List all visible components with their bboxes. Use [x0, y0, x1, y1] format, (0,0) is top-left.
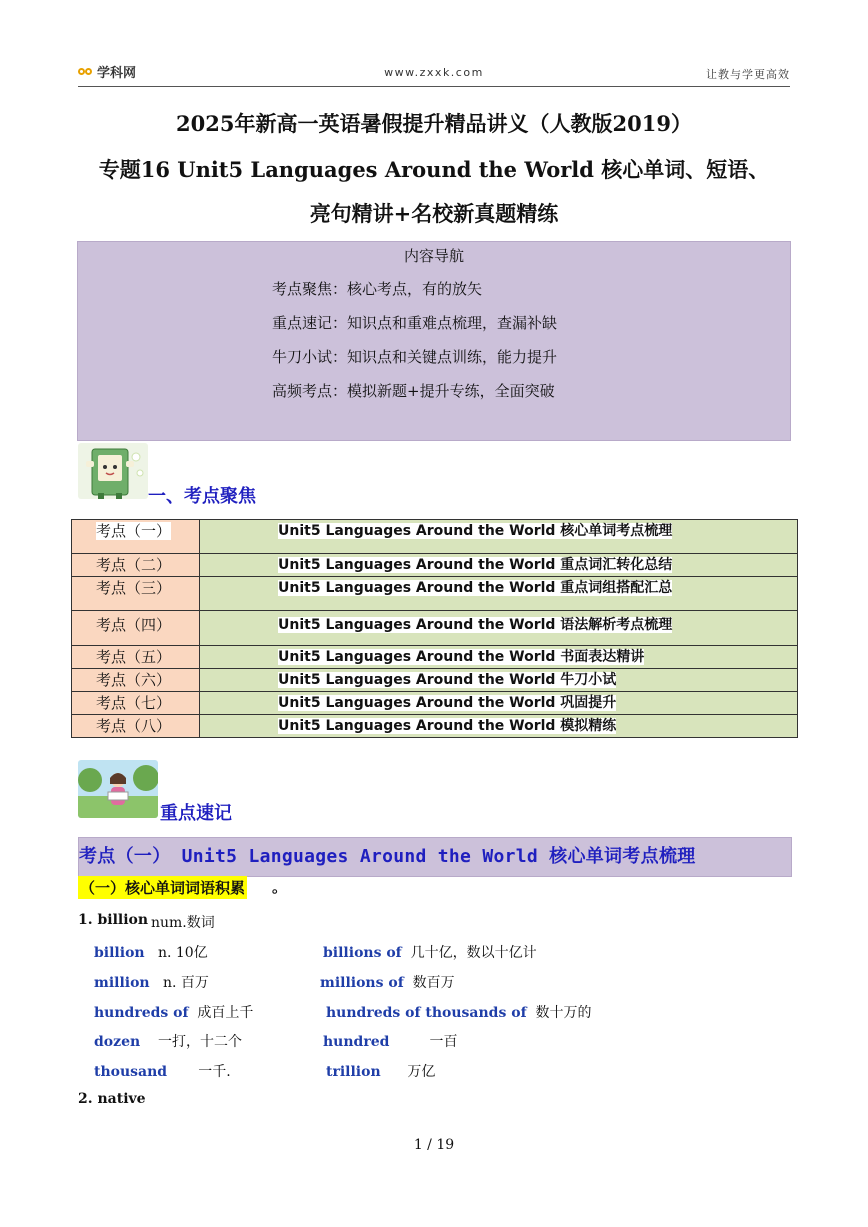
table-row	[72, 554, 798, 577]
row-label: 考点（三）	[72, 577, 200, 611]
table-row	[72, 669, 798, 692]
nav-item: 重点速记：知识点和重难点梳理，查漏补缺	[272, 314, 558, 332]
row-label: 考点（五）	[72, 646, 200, 669]
table-row	[72, 646, 798, 669]
row-label: 考点（六）	[72, 669, 200, 692]
vocab-left: million n. 百万	[94, 975, 209, 991]
title-line-1: 2025年新高一英语暑假提升精品讲义（人教版2019）	[176, 111, 692, 136]
key-point-bar-text: 考点（一） Unit5 Languages Around the World 核心单词考点梳理	[79, 846, 696, 867]
row-label: 考点（七）	[72, 692, 200, 715]
row-content: Unit5 Languages Around the World 书面表达精讲	[200, 646, 798, 669]
table-row	[72, 715, 798, 738]
slogan: 让教与学更高效	[706, 68, 790, 81]
vocab-item-number: 1. billion	[78, 912, 149, 928]
title-line-3: 亮句精讲+名校新真题精练	[309, 201, 559, 226]
table-row	[72, 692, 798, 715]
vocab-left: thousand 一千.	[94, 1064, 231, 1080]
row-content: Unit5 Languages Around the World 重点词组搭配汇总	[200, 577, 798, 611]
row-content: Unit5 Languages Around the World 牛刀小试	[200, 669, 798, 692]
row-label: 考点（八）	[72, 715, 200, 738]
row-content: Unit5 Languages Around the World 模拟精练	[200, 715, 798, 738]
vocab-left: hundreds of 成百上千	[94, 1005, 254, 1021]
highlight-heading: （一）核心单词词语积累	[78, 876, 247, 899]
logo-text: 学科网	[97, 66, 137, 81]
page-number: 1 / 19	[413, 1137, 455, 1153]
vocab-right: billions of 几十亿，数以十亿计	[323, 945, 537, 961]
section-heading-focus: 一、考点聚焦	[148, 486, 256, 507]
site-url: www.zxxk.com	[384, 66, 484, 79]
vocab-right: hundreds of thousands of 数十万的	[326, 1005, 592, 1021]
title-line-2: 专题16 Unit5 Languages Around the World 核心单词、短语、	[98, 157, 770, 182]
row-label: 考点（一）	[72, 520, 200, 554]
nav-item: 牛刀小试：知识点和关键点训练，能力提升	[272, 348, 558, 366]
vocab-item-pos: num.数词	[151, 915, 215, 931]
vocab-left: billion n. 10亿	[94, 945, 208, 961]
table-row	[72, 520, 798, 554]
table-row	[72, 577, 798, 611]
section-heading-notes: 重点速记	[160, 803, 232, 824]
content-navigation-box	[77, 241, 791, 441]
key-point-bar	[78, 837, 792, 877]
key-points-table	[71, 519, 798, 738]
nav-title: 内容导航	[403, 247, 464, 265]
nav-item: 高频考点：模拟新题+提升专练，全面突破	[272, 382, 555, 400]
row-content: Unit5 Languages Around the World 巩固提升	[200, 692, 798, 715]
page-header	[78, 60, 790, 87]
nav-item: 考点聚焦：核心考点，有的放矢	[272, 280, 483, 298]
reading-girl-image	[78, 760, 158, 818]
row-content: Unit5 Languages Around the World 重点词汇转化总结	[200, 554, 798, 577]
vocab-right: trillion 万亿	[326, 1064, 436, 1080]
row-content: Unit5 Languages Around the World 核心单词考点梳理	[200, 520, 798, 554]
table-row	[72, 611, 798, 646]
vocab-right: millions of 数百万	[320, 975, 455, 991]
row-content: Unit5 Languages Around the World 语法解析考点梳理	[200, 611, 798, 646]
book-character-image	[78, 443, 148, 499]
vocab-item-number: 2. native	[78, 1091, 146, 1107]
row-label: 考点（二）	[72, 554, 200, 577]
highlight-period: 。	[272, 878, 288, 896]
vocab-left: dozen 一打，十二个	[94, 1034, 242, 1050]
vocab-right: hundred 一百	[323, 1034, 458, 1050]
row-label: 考点（四）	[72, 611, 200, 646]
